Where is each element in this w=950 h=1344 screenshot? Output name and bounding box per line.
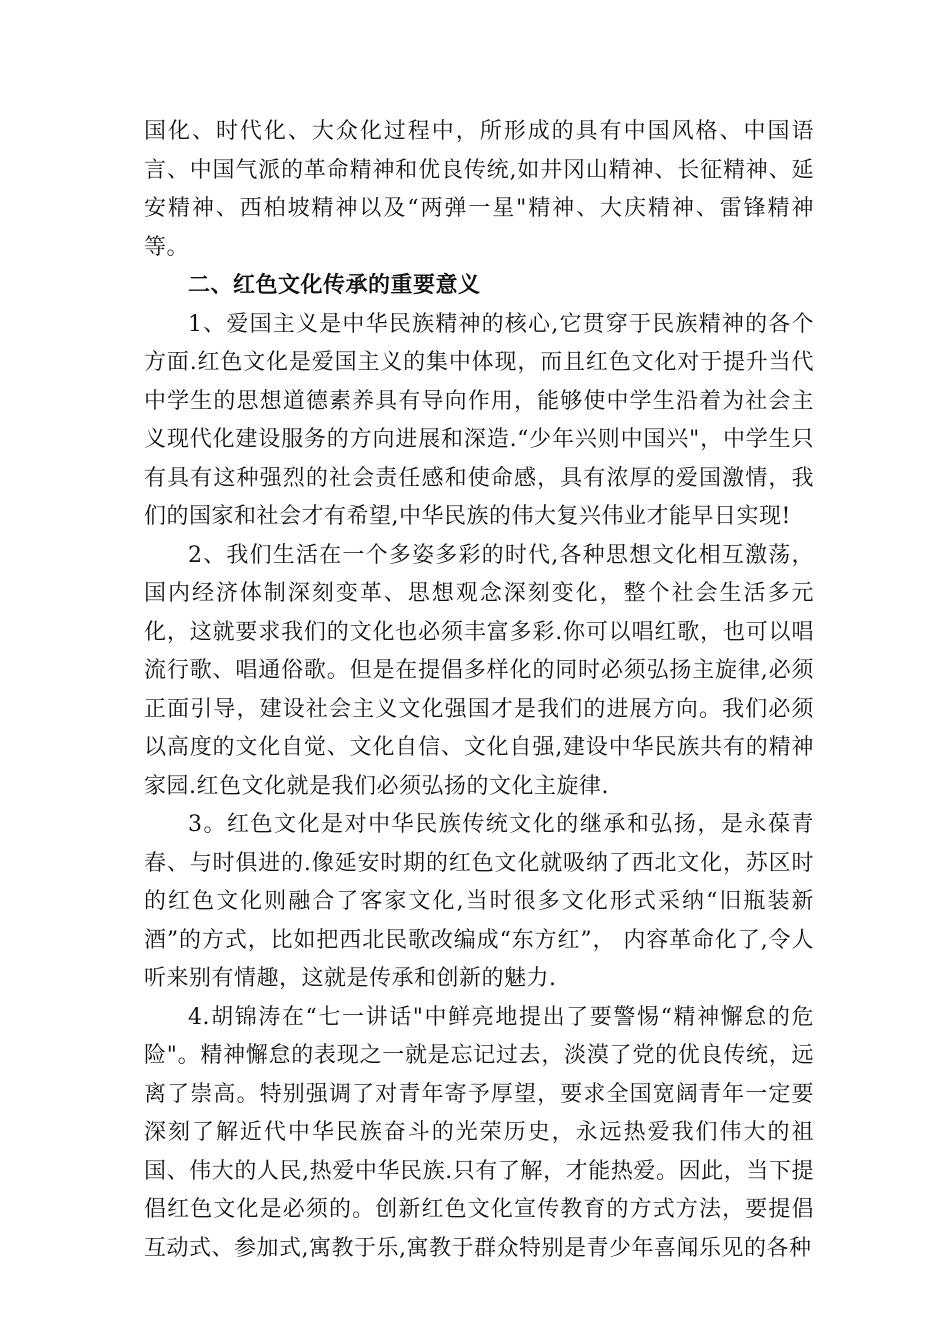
section-heading: 二、红色文化传承的重要意义 bbox=[188, 273, 481, 298]
document-body bbox=[144, 113, 814, 1268]
paragraph-2: 2、我们生活在一个多姿多彩的时代,各种思想文化相互激荡，国内经济体制深刻变革、思想观念深刻变化，整个社会生活多元化，这就要求我们的文化也必须丰富多彩.你可以唱红歌，也可以唱流行歌、唱通俗歌。但是在提倡多样化的同时必须弘扬主旋律,必须正面引导，建设社会主义文化强国才是我们的进展方向。我们必须以高度的文化自觉、文化自信、文化自强,建设中华民族共有的精神家园.红色文化就是我们必须弘扬的文化主旋律. bbox=[144, 542, 814, 799]
paragraph-4: 4.胡锦涛在“七一讲话"中鲜亮地提出了要警惕“精神懈怠的危险"。精神懈怠的表现之一就是忘记过去，淡漠了党的优良传统，远离了崇高。特别强调了对青年寄予厚望，要求全国宽阔青年一定要深刻了解近代中华民族奋斗的光荣历史，永远热爱我们伟大的祖国、伟大的人民,热爱中华民族.只有了解，才能热爱。因此，当下提倡红色文化是必须的。创新红色文化宣传教育的方式方法，要提倡互动式、参加式,寓教于乐,寓教于群众特别是青少年喜闻乐见的各种 bbox=[144, 1004, 814, 1261]
paragraph-3: 3。红色文化是对中华民族传统文化的继承和弘扬，是永葆青春、与时俱进的.像延安时期的红色文化就吸纳了西北文化，苏区时的红色文化则融合了客家文化,当时很多文化形式采纳“旧瓶装新酒”的方式，比如把西北民歌改编成“东方红”， 内容革命化了,令人听来别有情趣，这就是传承和创新的魅力. bbox=[144, 812, 814, 991]
paragraph-1: 1、爱国主义是中华民族精神的核心,它贯穿于民族精神的各个方面.红色文化是爱国主义的集中体现，而且红色文化对于提升当代中学生的思想道德素养具有导向作用，能够使中学生沿着为社会主义现代化建设服务的方向进展和深造.“少年兴则中国兴"，中学生只有具有这种强烈的社会责任感和使命感，具有浓厚的爱国激情，我们的国家和社会才有希望,中华民族的伟大复兴伟业才能早日实现! bbox=[144, 311, 814, 529]
intro-continuation-paragraph: 国化、时代化、大众化过程中，所形成的具有中国风格、中国语言、中国气派的革命精神和优良传统,如井冈山精神、长征精神、延安精神、西柏坡精神以及“两弹一星"精神、大庆精神、雷锋精神等。 bbox=[144, 119, 814, 260]
